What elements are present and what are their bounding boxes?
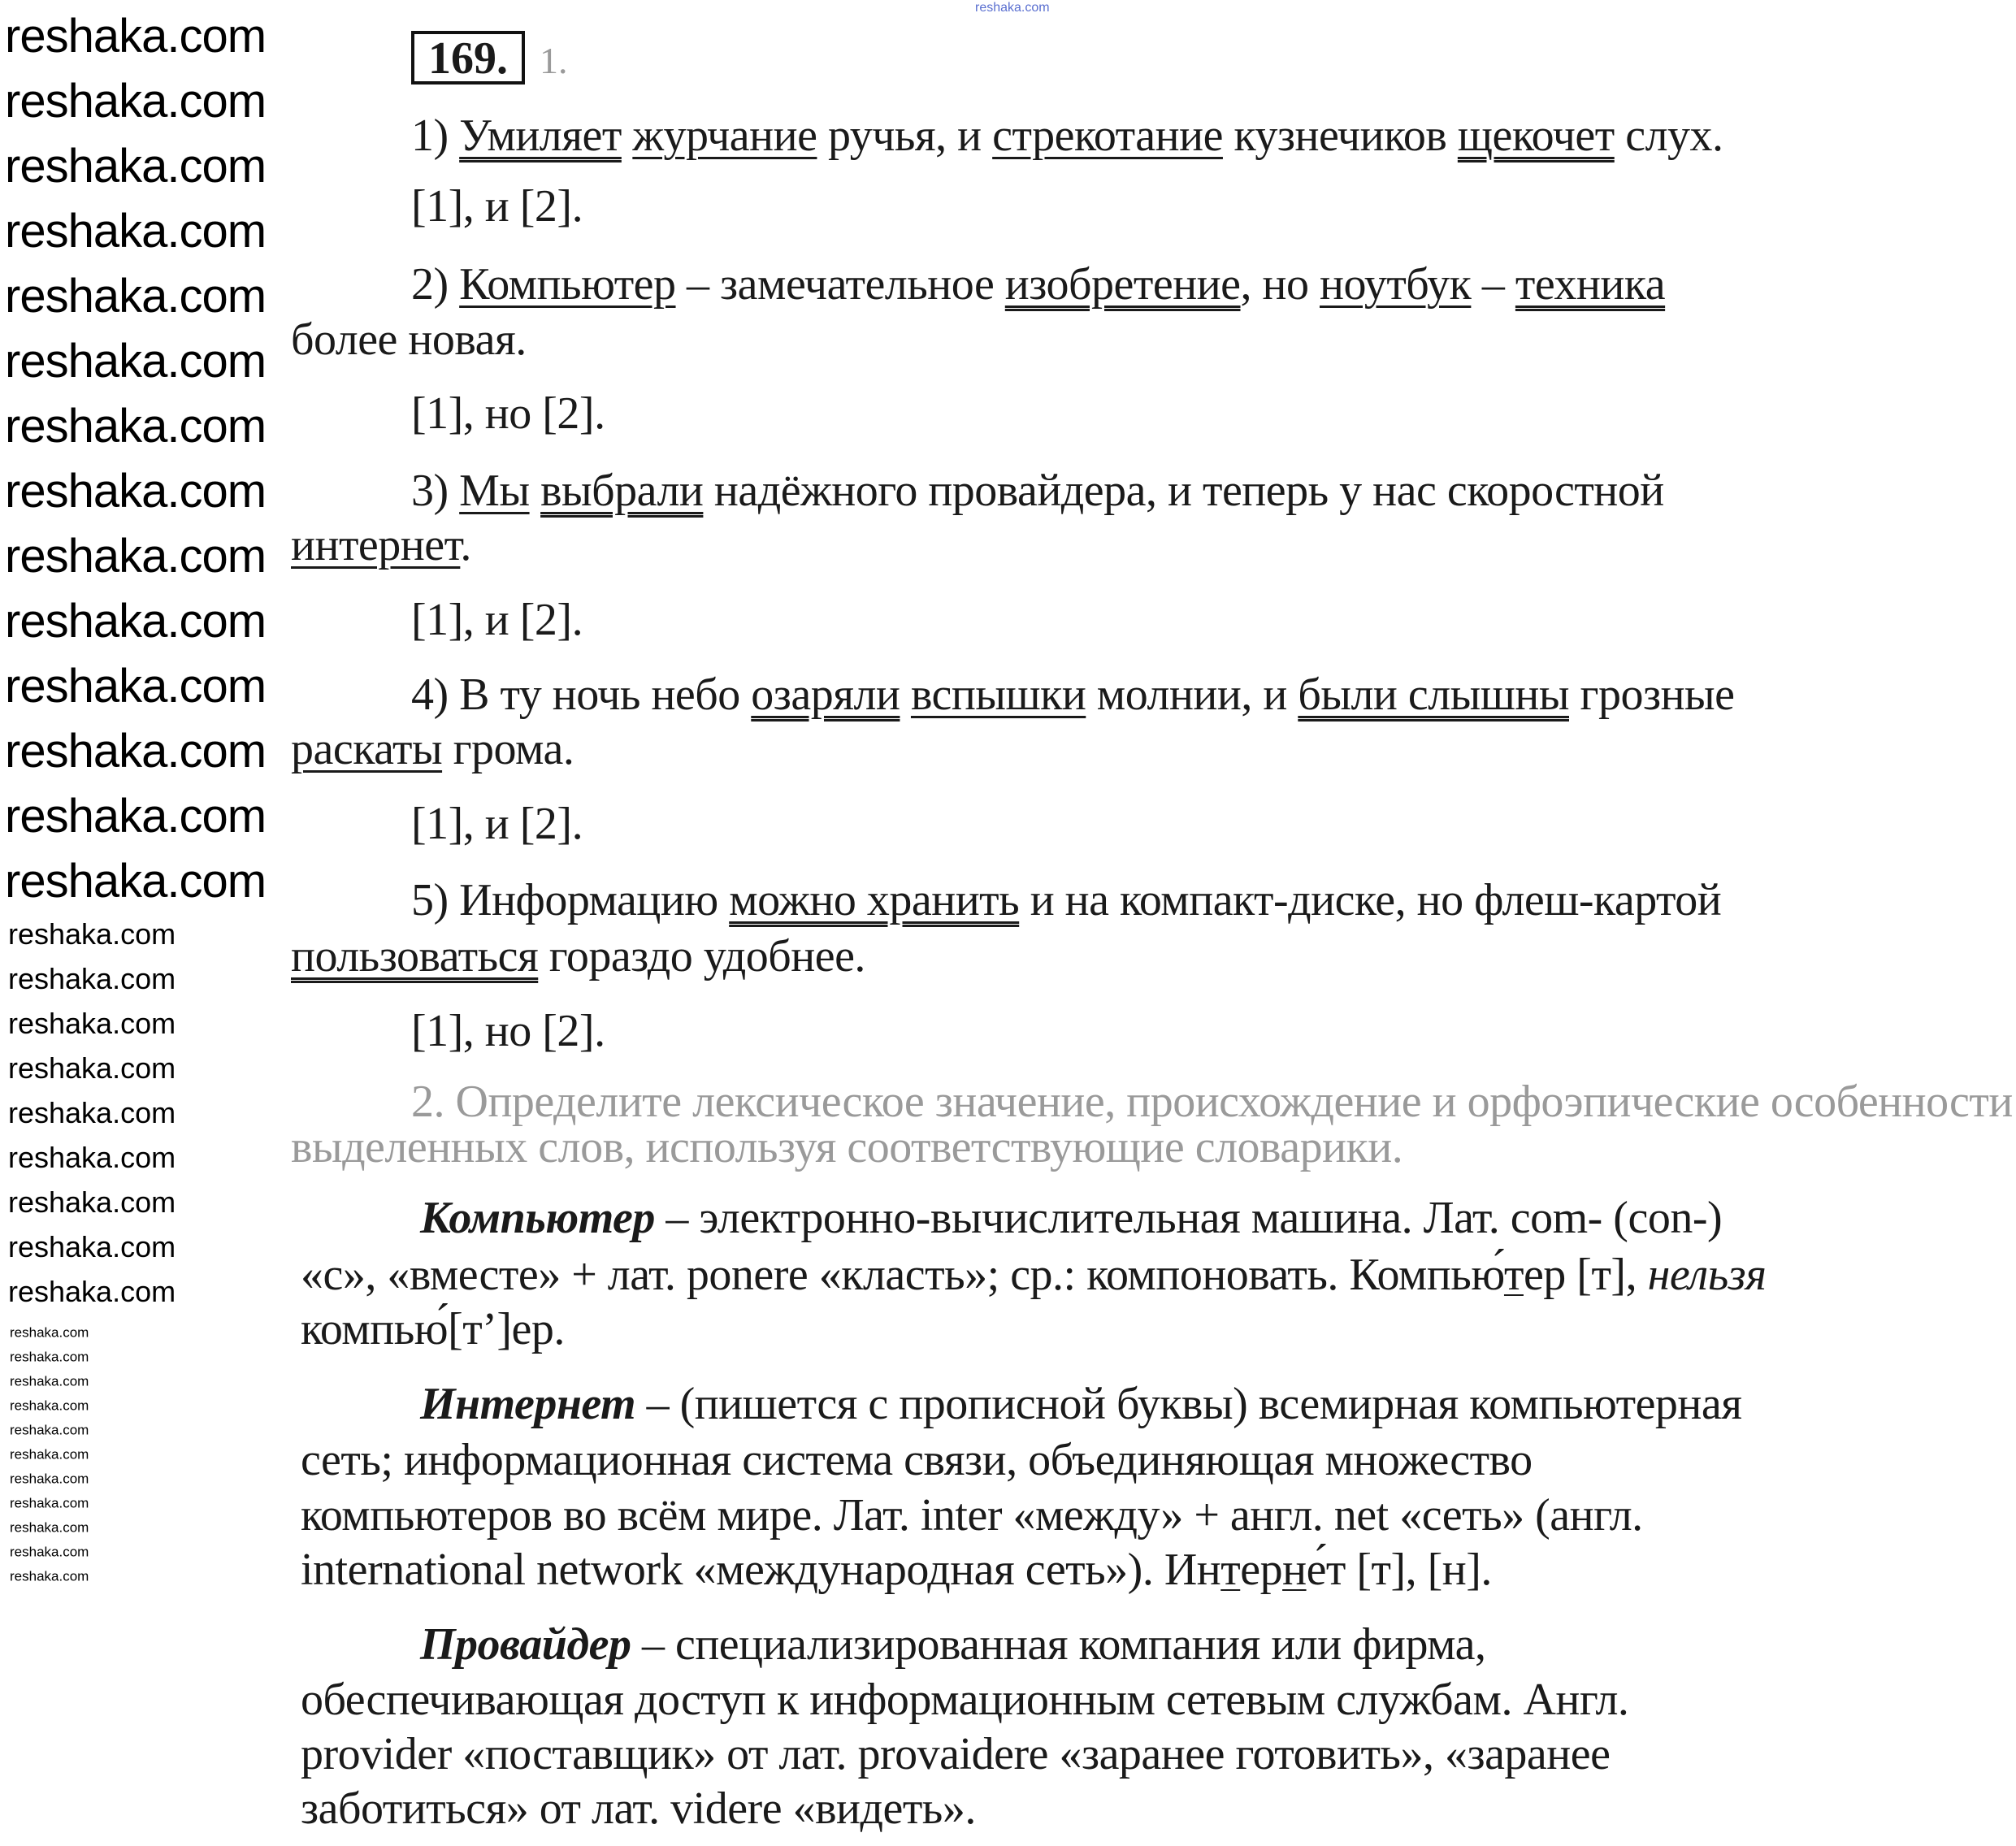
text-segment: [1], но [2]. (411, 1006, 605, 1056)
watermark: reshaka.com (5, 595, 267, 648)
subject-underlined: Компьютер (459, 259, 676, 310)
text-segment (622, 110, 633, 161)
exercise-number-box (411, 31, 525, 84)
definition-line (301, 1728, 1610, 1780)
text-segment: и на компакт-диске, но флеш-картой (1019, 875, 1722, 925)
sentence-line (411, 110, 1723, 162)
text-segment: нельзя (1647, 1250, 1767, 1300)
subject-underlined: журчание (632, 110, 817, 161)
predicate-underlined: щекочет (1457, 110, 1615, 161)
watermark: reshaka.com (5, 140, 267, 193)
text-segment: слух. (1614, 110, 1723, 161)
text-segment: [1], и [2]. (411, 595, 583, 645)
watermark: reshaka.com (8, 1275, 176, 1308)
watermark: reshaka.com (10, 1446, 89, 1462)
watermark: reshaka.com (5, 660, 267, 713)
watermark: reshaka.com (10, 1422, 89, 1438)
text-segment: кузнечиков (1222, 110, 1458, 161)
text-segment: 3) (411, 466, 460, 516)
predicate-underlined: были слышны (1298, 670, 1569, 720)
predicate-underlined: можно хранить (729, 875, 1020, 925)
subject-underlined: интернет (291, 520, 461, 570)
watermark: reshaka.com (10, 1349, 89, 1365)
text-segment: грозные (1569, 670, 1735, 720)
watermark: reshaka.com (10, 1373, 89, 1389)
subject-underlined: ноутбук (1320, 259, 1472, 310)
sentence-line (411, 465, 1664, 517)
predicate-underlined: выбрали (540, 466, 704, 516)
subject-underlined: раскаты (291, 724, 443, 774)
task-instruction (291, 1121, 1403, 1173)
text-segment: , но (1240, 259, 1320, 310)
text-segment: [1], но [2]. (411, 388, 605, 439)
predicate-underlined: пользоваться (291, 931, 539, 982)
watermark: reshaka.com (8, 1051, 176, 1085)
watermark: reshaka.com (10, 1495, 89, 1511)
watermark: reshaka.com (10, 1398, 89, 1414)
definition-line (420, 1618, 1486, 1670)
text-segment: обеспечивающая доступ к информационным сетевым службам. Англ. (301, 1675, 1629, 1725)
headword: Провайдер (420, 1619, 631, 1670)
text-segment: ер [т], (1523, 1250, 1648, 1300)
text-segment: «с», «вместе» + лат. ponere «класть»; ср.: компоновать. Компью́ (301, 1250, 1504, 1300)
sentence-line (291, 314, 527, 366)
watermark: reshaka.com (5, 400, 267, 453)
definition-line (301, 1674, 1628, 1726)
text-segment: молнии, и (1086, 670, 1298, 720)
text-segment: – (пишется с прописной буквы) всемирная компьютерная (635, 1379, 1742, 1429)
text-segment: т (1503, 1250, 1524, 1300)
task-instruction (411, 1076, 2013, 1128)
text-segment: компьютеров во всём мире. Лат. inter «между» + англ. net «сеть» (англ. (301, 1490, 1643, 1540)
text-segment: – специализированная компания или фирма, (631, 1619, 1486, 1670)
text-segment: 2. Определите лексическое значение, происхождение и орфоэпические особенности (411, 1077, 2013, 1127)
headword: Интернет (420, 1379, 636, 1429)
text-segment: – замечательное (675, 259, 1005, 310)
text-segment: [1], и [2]. (411, 799, 583, 849)
definition-line (301, 1434, 1533, 1486)
definition-line (301, 1544, 1492, 1596)
text-segment: гораздо удобнее. (538, 931, 865, 982)
watermark: reshaka.com (5, 75, 267, 128)
definition-line (420, 1192, 1722, 1244)
sentence-line (411, 180, 583, 232)
text-segment: заботиться» от лат. videre «видеть». (301, 1783, 976, 1834)
exercise-number: 169. (428, 33, 508, 84)
text-segment: т (1220, 1545, 1241, 1595)
text-segment (530, 466, 541, 516)
sentence-line (411, 1005, 605, 1057)
predicate-underlined: изобретение (1004, 259, 1241, 310)
text-segment: international network «международная сеть»). Ин (301, 1545, 1221, 1595)
definition-line (420, 1378, 1742, 1430)
watermark: reshaka.com (8, 917, 176, 951)
watermark: reshaka.com (10, 1544, 89, 1560)
sentence-line (291, 723, 574, 775)
text-segment: выделенных слов, используя соответствующие словарики. (291, 1122, 1403, 1172)
sentence-line (411, 874, 1721, 926)
definition-line (301, 1249, 1767, 1301)
sentence-line (291, 519, 471, 571)
watermark: reshaka.com (5, 790, 267, 843)
watermark: reshaka.com (5, 205, 267, 258)
text-segment: 4) В ту ночь небо (411, 670, 752, 720)
sentence-line (411, 669, 1735, 721)
watermark: reshaka.com (8, 1185, 176, 1219)
definition-line (301, 1783, 976, 1835)
watermark: reshaka.com (5, 10, 267, 63)
watermark: reshaka.com (8, 1007, 176, 1040)
watermark: reshaka.com (10, 1519, 89, 1536)
text-segment: н (1282, 1545, 1307, 1595)
text-segment: 2) (411, 259, 460, 310)
subject-underlined: стрекотание (992, 110, 1223, 161)
watermark: reshaka.com (5, 725, 267, 778)
sentence-line (411, 798, 583, 850)
exercise-part-label: 1. (540, 40, 568, 81)
text-segment: – электронно-вычислительная машина. Лат. com- (con-) (654, 1193, 1723, 1243)
watermark: reshaka.com (10, 1324, 89, 1341)
watermark: reshaka.com (5, 335, 267, 388)
text-segment: 5) Информацию (411, 875, 730, 925)
text-segment: более новая. (291, 314, 527, 365)
subject-underlined: Мы (459, 466, 530, 516)
predicate-underlined: Умиляет (459, 110, 622, 161)
text-segment: ер (1240, 1545, 1283, 1595)
watermark: reshaka.com (8, 1096, 176, 1129)
predicate-underlined: техника (1515, 259, 1666, 310)
sentence-line (411, 258, 1665, 310)
watermark: reshaka.com (5, 270, 267, 323)
text-segment: ручья, и (817, 110, 993, 161)
sentence-line (411, 388, 605, 440)
headword: Компьютер (420, 1193, 655, 1243)
watermark: reshaka.com (10, 1568, 89, 1584)
definition-line (301, 1303, 565, 1355)
text-segment: . (460, 520, 471, 570)
text-segment: е́т [т], [н]. (1306, 1545, 1492, 1595)
watermark: reshaka.com (8, 1230, 176, 1263)
text-segment: сеть; информационная система связи, объединяющая множество (301, 1435, 1533, 1485)
text-segment: компью́[т’]ер. (301, 1304, 565, 1354)
text-segment: надёжного провайдера, и теперь у нас скоростной (703, 466, 1664, 516)
watermark: reshaka.com (8, 962, 176, 995)
watermark: reshaka.com (10, 1471, 89, 1487)
text-segment: provider «поставщик» от лат. provaidere «заранее готовить», «заранее (301, 1729, 1611, 1779)
text-segment: грома. (442, 724, 574, 774)
definition-line (301, 1489, 1643, 1541)
sentence-line (291, 930, 865, 982)
text-segment (900, 670, 911, 720)
text-segment: [1], и [2]. (411, 181, 583, 232)
watermark: reshaka.com (975, 1, 1050, 15)
text-segment: 1) (411, 110, 460, 161)
predicate-underlined: озаряли (751, 670, 900, 720)
watermark: reshaka.com (5, 465, 267, 518)
sentence-line (411, 594, 583, 646)
watermark: reshaka.com (8, 1141, 176, 1174)
watermark: reshaka.com (5, 530, 267, 583)
text-segment: – (1471, 259, 1515, 310)
subject-underlined: вспышки (910, 670, 1086, 720)
watermark: reshaka.com (5, 855, 267, 908)
